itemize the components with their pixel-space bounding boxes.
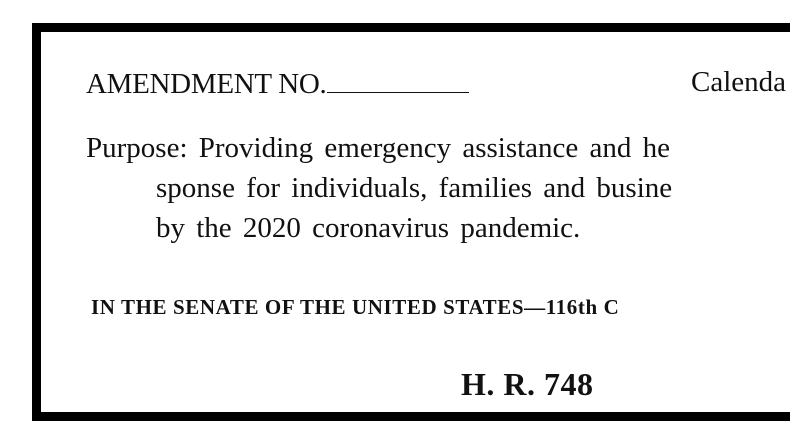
purpose-line-2: sponse for individuals, families and busine	[156, 172, 673, 204]
purpose-paragraph	[86, 128, 790, 248]
document-border-frame	[32, 23, 790, 421]
senate-heading: IN THE SENATE OF THE UNITED STATES—116th C	[91, 295, 620, 319]
purpose-line-1: Purpose: Providing emergency assistance and he	[86, 132, 671, 164]
purpose-line-3: by the 2020 coronavirus pandemic.	[156, 212, 581, 244]
amendment-label: AMENDMENT NO.	[86, 68, 327, 100]
bill-number: H. R. 748	[461, 366, 594, 402]
calendar-label: Calenda	[691, 66, 787, 98]
amendment-number-blank	[327, 66, 469, 93]
amendment-number-line	[86, 66, 469, 101]
